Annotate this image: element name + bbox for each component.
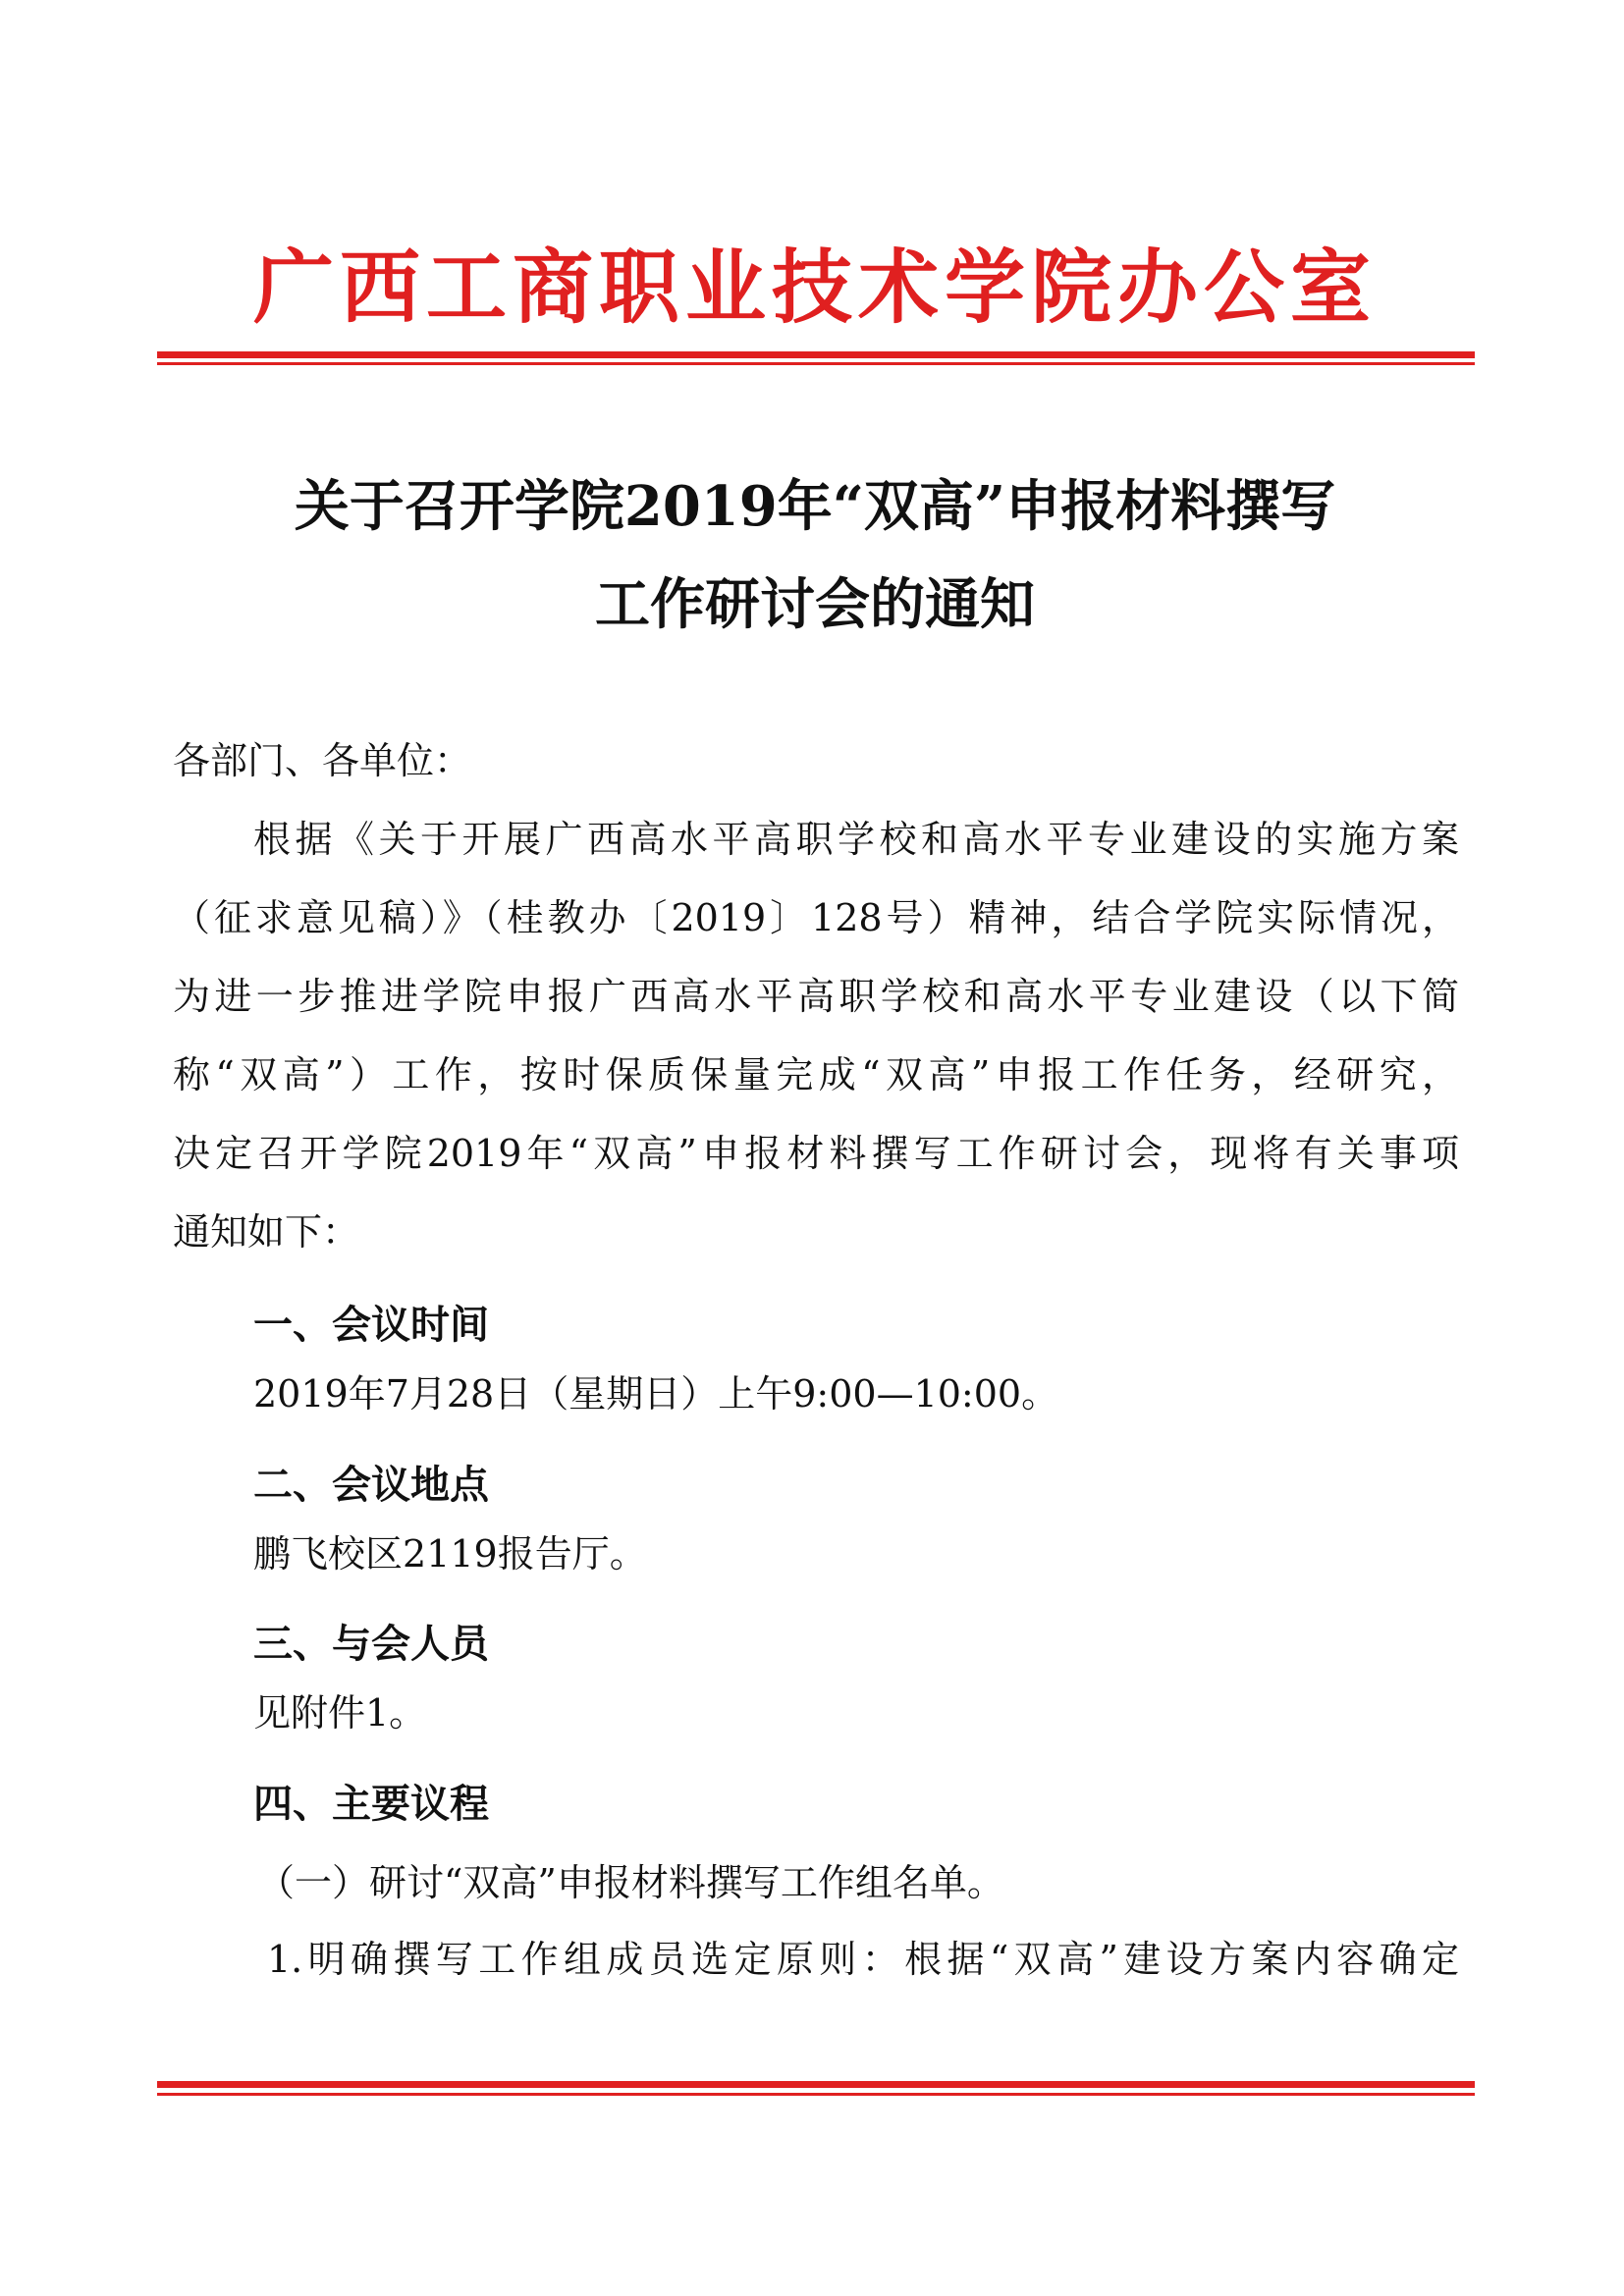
intro-line-6: 通知如下： [173, 1210, 360, 1254]
header-divider-thin [157, 362, 1475, 365]
intro-line-3: 为进一步推进学院申报广西高水平高职学校和高水平专业建设（以下简 [173, 975, 1459, 1018]
salutation: 各部门、各单位： [173, 739, 472, 782]
document-title-line-2: 工作研讨会的通知 [595, 572, 1035, 637]
agenda-item-1: （一）研讨“双高”申报材料撰写工作组名单。 [257, 1861, 1004, 1904]
section-content-attendees: 见附件1。 [253, 1691, 427, 1735]
section-heading-location: 二、会议地点 [253, 1463, 489, 1508]
agenda-item-1-sub-1: 1.明确撰写工作组成员选定原则：根据“双高”建设方案内容确定 [267, 1938, 1459, 1981]
section-heading-agenda: 四、主要议程 [253, 1782, 489, 1827]
header-divider-thick [157, 351, 1475, 358]
intro-line-1: 根据《关于开展广西高水平高职学校和高水平专业建设的实施方案 [253, 818, 1459, 861]
document-title-line-1: 关于召开学院2019年“双高”申报材料撰写 [294, 474, 1336, 539]
footer-divider-thin [157, 2093, 1475, 2096]
section-content-location: 鹏飞校区2119报告厅。 [253, 1532, 647, 1575]
footer-divider-thick [157, 2081, 1475, 2088]
intro-line-5: 决定召开学院2019年“双高”申报材料撰写工作研讨会，现将有关事项 [173, 1132, 1459, 1175]
section-heading-time: 一、会议时间 [253, 1303, 489, 1348]
section-content-time: 2019年7月28日（星期日）上午9:00—10:00。 [253, 1372, 1059, 1415]
intro-line-4: 称“双高”）工作，按时保质保量完成“双高”申报工作任务，经研究， [173, 1053, 1459, 1096]
organization-header: 广西工商职业技术学院办公室 [252, 240, 1377, 335]
intro-line-2: （征求意见稿）》（桂教办〔2019〕128号）精神，结合学院实际情况， [173, 896, 1459, 939]
section-heading-attendees: 三、与会人员 [253, 1622, 489, 1667]
